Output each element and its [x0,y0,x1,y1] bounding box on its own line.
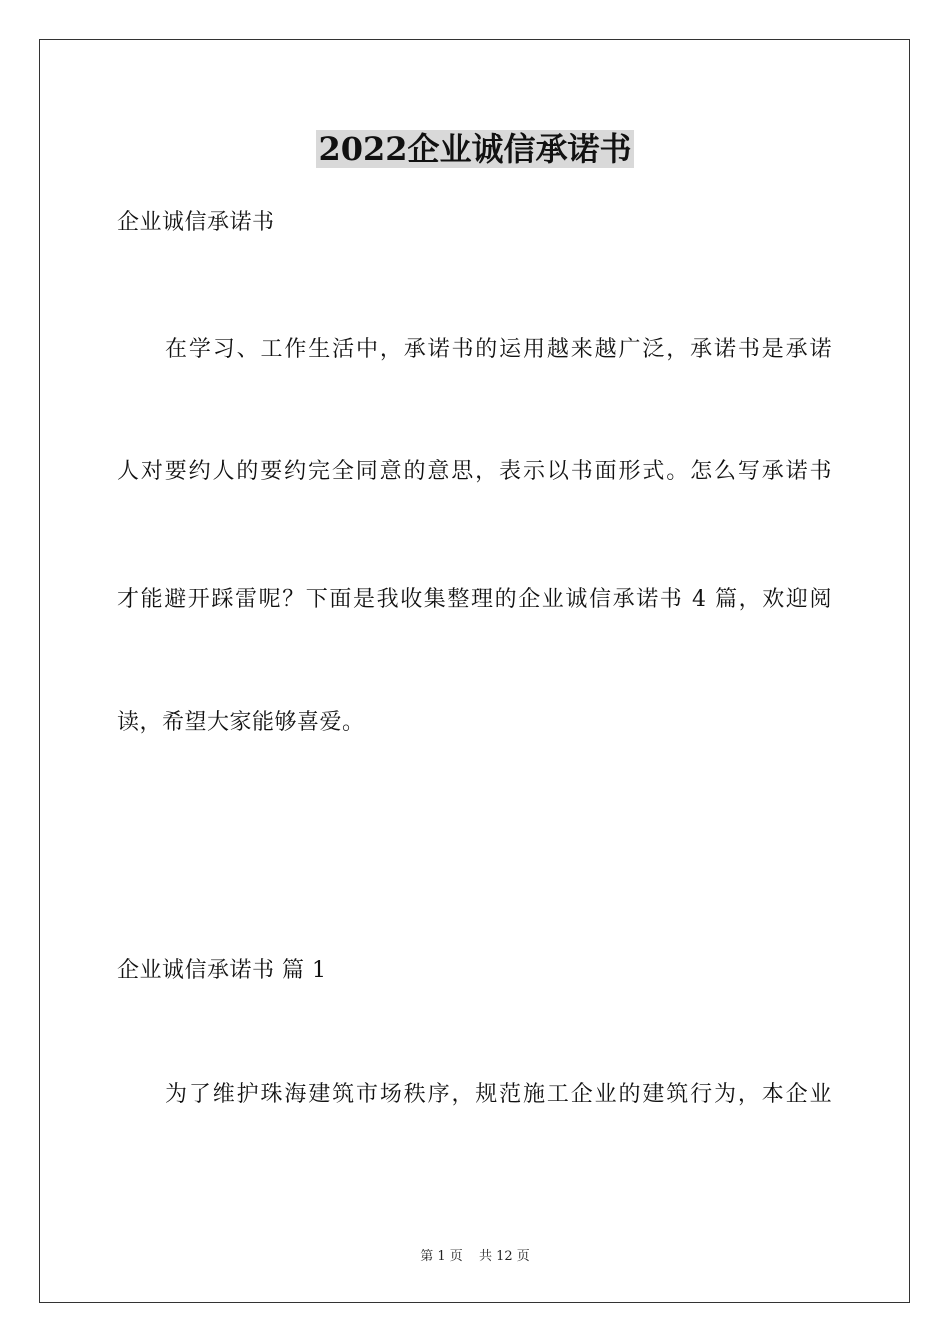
page-total: 共 12 页 [478,1249,530,1264]
intro-line-3: 才能避开踩雷呢？下面是我收集整理的企业诚信承诺书 4 篇，欢迎阅 [117,587,832,612]
intro-line-4: 读，希望大家能够喜爱。 [117,710,365,735]
intro-line-2: 人对要约人的要约完全同意的意思，表示以书面形式。怎么写承诺书 [117,459,832,484]
page-number: 第 1 页 [420,1249,463,1264]
document-title [0,127,950,171]
page-footer [0,1248,950,1266]
document-title-text: 2022企业诚信承诺书 [318,130,632,168]
section-heading: 企业诚信承诺书 篇 1 [117,958,327,983]
document-subtitle: 企业诚信承诺书 [117,210,275,235]
section-paragraph-line-1: 为了维护珠海建筑市场秩序，规范施工企业的建筑行为，本企业 [165,1082,832,1107]
intro-line-1: 在学习、工作生活中，承诺书的运用越来越广泛，承诺书是承诺 [165,337,832,362]
